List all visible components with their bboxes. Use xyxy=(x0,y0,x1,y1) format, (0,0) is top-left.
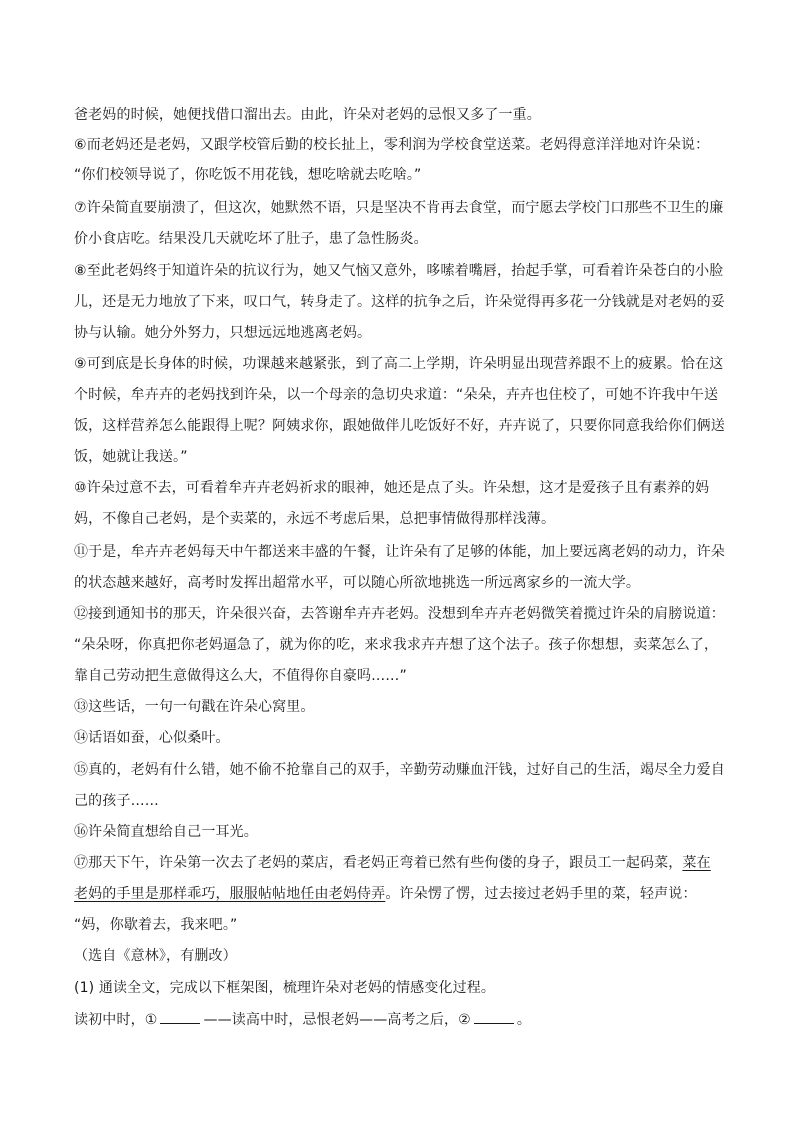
text-line: 的状态越来越好，高考时发挥出超常水平，可以随心所欲地挑选一所远离家乡的一流大学。 xyxy=(74,575,640,591)
paragraph-11: ⑪于是，牟卉卉老妈每天中午都送来丰盛的午餐，让许朵有了足够的体能，加上要远离老妈的动力，许朵 xyxy=(74,544,725,560)
text-line: 价小食店吃。结果没几天就吃坏了肚子，患了急性肠炎。 xyxy=(74,231,428,247)
paragraph-8: ⑧至此老妈终于知道许朵的抗议行为，她又气恼又意外，哆嗦着嘴唇，抬起手掌，可看着许朵苍白的小脸 xyxy=(74,263,724,279)
text-line: 儿，还是无力地放了下来，叹口气，转身走了。这样的抗争之后，许朵觉得再多花一分钱就是对老妈的妥 xyxy=(74,294,725,310)
paragraph-17-text: ⑰那天下午，许朵第一次去了老妈的菜店，看老妈正弯着已然有些佝偻的身子，跟员工一起码菜， xyxy=(74,855,683,871)
text-line: 己的孩子…… xyxy=(74,793,159,809)
paragraph-12: ⑫接到通知书的那天，许朵很兴奋，去答谢牟卉卉老妈。没想到牟卉卉老妈微笑着揽过许朵的肩膀说道： xyxy=(74,606,725,622)
paragraph-16: ⑯许朵简直想给自己一耳光。 xyxy=(74,824,258,840)
answer-blank-1[interactable] xyxy=(160,1009,200,1024)
text-line: 靠自己劳动把生意做得这么大，不值得你自豪吗……” xyxy=(74,668,407,684)
text-line: 个时候，牟卉卉的老妈找到许朵，以一个母亲的急切央求道：“朵朵，卉卉也住校了，可她不许我中午送 xyxy=(74,387,719,403)
framework-prefix: 读初中时，① xyxy=(74,1012,158,1028)
text-line: 协与认输。她分外努力，只想远远地逃离老妈。 xyxy=(74,325,372,341)
text-line: 爸老妈的时候，她便找借口溜出去。由此，许朵对老妈的忌恨又多了一重。 xyxy=(74,107,541,123)
quote-line: “妈，你歇着去，我来吧。” xyxy=(74,917,238,933)
paragraph-13: ⑬这些话，一句一句戳在许朵心窝里。 xyxy=(74,699,315,715)
paragraph-6: ⑥而老妈还是老妈，又跟学校管后勤的校长扯上，零利润为学校食堂送菜。老妈得意洋洋地对许朵说： xyxy=(74,137,710,153)
source-note: （选自《意林》，有删改） xyxy=(74,948,237,964)
text-line: 妈，不像自己老妈，是个卖菜的，永远不考虑后果，总把事情做得那样浅薄。 xyxy=(74,511,556,527)
question-1: (1) 通读全文，完成以下框架图，梳理许朵对老妈的情感变化过程。 xyxy=(74,980,496,996)
paragraph-17-text: 。许朵愣了愣，过去接过老妈手里的菜，轻声说： xyxy=(385,886,697,902)
paragraph-10: ⑩许朵过意不去，可看着牟卉卉老妈祈求的眼神，她还是点了头。许朵想，这才是爱孩子且有素养的妈 xyxy=(74,480,710,496)
paragraph-9: ⑨可到底是长身体的时候，功课越来越紧张，到了高二上学期，许朵明显出现营养跟不上的疲累。恰在这 xyxy=(74,356,724,372)
framework-line xyxy=(74,1009,724,1030)
text-line: “朵朵呀，你真把你老妈逼急了，就为你的吃，来求我求卉卉想了这个法子。孩子你想想，卖菜怎么了， xyxy=(74,637,719,653)
answer-blank-2[interactable] xyxy=(474,1009,514,1024)
framework-middle: ——读高中时，忌恨老妈——高考之后，② xyxy=(203,1012,471,1028)
text-line: 饭，她就让我送。” xyxy=(74,449,188,465)
paragraph-14: ⑭话语如蚕，心似桑叶。 xyxy=(74,730,230,746)
underlined-text: 老妈的手里是那样乖巧，服服帖帖地任由老妈侍弄 xyxy=(74,886,386,902)
paragraph-15: ⑮真的，老妈有什么错，她不偷不抢靠自己的双手，辛勤劳动赚血汗钱，过好自己的生活，竭尽全力爱自 xyxy=(74,762,725,778)
underlined-text: 菜在 xyxy=(682,855,711,871)
text-line: 饭，这样营养怎么能跟得上呢？阿姨求你，跟她做伴儿吃饭好不好，卉卉说了，只要你同意我给你们俩送 xyxy=(74,418,725,434)
framework-suffix: 。 xyxy=(516,1012,532,1028)
text-line xyxy=(74,884,724,904)
text-line: “你们校领导说了，你吃饭不用花钱，想吃啥就去吃啥。” xyxy=(74,167,422,183)
paragraph-17 xyxy=(74,853,724,873)
paragraph-7: ⑦许朵简直要崩溃了，但这次，她默然不语，只是坚决不肯再去食堂，而宁愿去学校门口那些不卫生的廉 xyxy=(74,200,724,216)
